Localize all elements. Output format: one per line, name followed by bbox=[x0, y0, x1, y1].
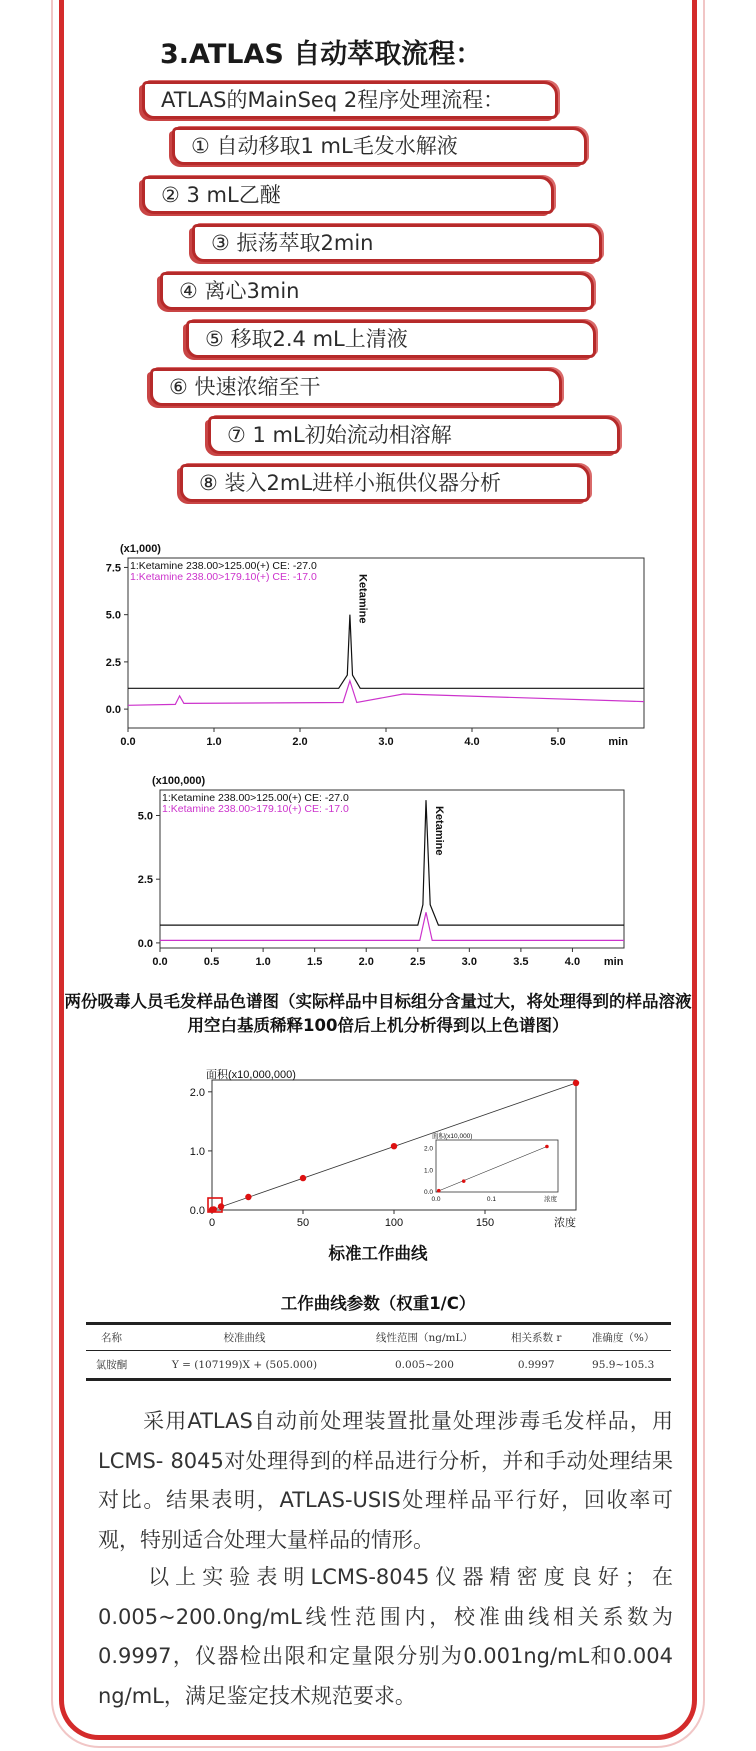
calibration-caption: 标准工作曲线 bbox=[328, 1244, 428, 1263]
table-header: 校准曲线 bbox=[137, 1324, 352, 1351]
inset-x-tick-label: 0.1 bbox=[486, 1196, 496, 1203]
y-multiplier-label: (x1,000) bbox=[120, 543, 161, 555]
x-tick-label: 0.0 bbox=[120, 736, 136, 748]
legend-entry-2: 1:Ketamine 238.00>179.10(+) CE: -17.0 bbox=[162, 803, 349, 815]
x-tick-label: 150 bbox=[475, 1217, 495, 1229]
y-multiplier-label: (x100,000) bbox=[152, 775, 206, 787]
y-tick-label: 5.0 bbox=[137, 810, 153, 823]
x-tick-label: min bbox=[608, 736, 628, 748]
series-line-2 bbox=[160, 912, 624, 940]
chromatogram-2 bbox=[110, 775, 670, 986]
data-point bbox=[300, 1175, 306, 1181]
inset-y-tick-label: 1.0 bbox=[423, 1167, 433, 1175]
y-tick-label: 2.5 bbox=[137, 874, 153, 887]
chromatogram-1 bbox=[105, 543, 670, 770]
x-tick-label: 3.5 bbox=[513, 956, 529, 968]
table-cell: 95.9~105.3 bbox=[575, 1351, 671, 1380]
data-point bbox=[573, 1080, 579, 1086]
x-axis-label: 浓度 bbox=[554, 1217, 576, 1229]
step-2: ② 3 mL乙醚 bbox=[142, 176, 554, 214]
table-header: 准确度（%） bbox=[575, 1324, 671, 1351]
table-cell: 0.005~200 bbox=[352, 1351, 497, 1380]
x-tick-label: 2.5 bbox=[410, 956, 426, 968]
y-axis-label: 面积(x10,000,000) bbox=[206, 1069, 296, 1081]
inset-x-tick-label: 0.0 bbox=[431, 1196, 441, 1203]
x-tick-label: 2.0 bbox=[358, 956, 374, 968]
data-point bbox=[245, 1194, 251, 1200]
inset-data-point bbox=[545, 1145, 549, 1149]
step-6: ⑥ 快速浓缩至干 bbox=[150, 368, 562, 406]
x-tick-label: 0.5 bbox=[203, 956, 220, 968]
step-header: ATLAS的MainSeq 2程序处理流程： bbox=[142, 81, 558, 119]
step-3: ③ 振荡萃取2min bbox=[192, 224, 602, 262]
x-tick-label: 5.0 bbox=[550, 736, 566, 748]
y-tick-label: 1.0 bbox=[189, 1145, 205, 1158]
y-tick-label: 0.0 bbox=[105, 704, 121, 717]
series-line-1 bbox=[160, 800, 624, 925]
x-tick-label: 1.5 bbox=[307, 956, 323, 968]
inset-y-tick-label: 2.0 bbox=[423, 1145, 433, 1153]
table-cell: 0.9997 bbox=[497, 1351, 575, 1380]
step-8: ⑧ 装入2mL进样小瓶供仪器分析 bbox=[180, 464, 590, 502]
legend-entry-1: 1:Ketamine 238.00>125.00(+) CE: -27.0 bbox=[130, 560, 317, 572]
table-cell: Y = (107199)X + (505.000) bbox=[137, 1351, 352, 1380]
legend-entry-1: 1:Ketamine 238.00>125.00(+) CE: -27.0 bbox=[162, 792, 349, 804]
y-tick-label: 7.5 bbox=[105, 562, 121, 575]
x-tick-label: 3.0 bbox=[378, 736, 394, 748]
inset-x-label: 浓度 bbox=[544, 1196, 557, 1203]
inset-y-tick-label: 0.0 bbox=[423, 1189, 433, 1196]
table-title: 工作曲线参数（权重1/C） bbox=[280, 1294, 476, 1313]
series-line-1 bbox=[128, 615, 644, 689]
y-tick-label: 2.5 bbox=[105, 656, 121, 669]
x-tick-label: 3.0 bbox=[461, 956, 477, 968]
inset-data-point bbox=[462, 1179, 466, 1183]
chromatogram-caption: 两份吸毒人员毛发样品色谱图（实际样品中目标组分含量过大，将处理得到的样品溶液用空白基质稀释100倍后上机分析得到以上色谱图） bbox=[64, 992, 692, 1035]
inset-y-label: 面积(x10,000) bbox=[432, 1133, 473, 1140]
step-7: ⑦ 1 mL初始流动相溶解 bbox=[208, 416, 620, 454]
step-4: ④ 离心3min bbox=[160, 272, 594, 310]
parameter-table bbox=[86, 1322, 671, 1381]
x-tick-label: 0.0 bbox=[152, 956, 168, 968]
plot-frame bbox=[128, 558, 644, 728]
peak-label: Ketamine bbox=[433, 806, 446, 856]
series-line-2 bbox=[128, 681, 644, 706]
y-tick-label: 0.0 bbox=[189, 1205, 205, 1217]
y-tick-label: 2.0 bbox=[189, 1086, 205, 1099]
x-tick-label: min bbox=[603, 956, 624, 968]
paragraph-1-text: 采用ATLAS自动前处理装置批量处理涉毒毛发样品，用LCMS- 8045对处理得到的样品进行分析，并和手动处理结果对比。结果表明，ATLAS-USIS处理样品平行好，回收率可观，特别适合处理大量样品的情形。 bbox=[98, 1409, 673, 1552]
x-tick-label: 100 bbox=[384, 1217, 404, 1229]
data-point bbox=[218, 1203, 224, 1209]
calibration-curve bbox=[180, 1068, 600, 1246]
data-point bbox=[391, 1143, 397, 1149]
table-header: 相关系数 r bbox=[497, 1324, 575, 1351]
y-tick-label: 0.0 bbox=[137, 937, 153, 950]
section-title: 3.ATLAS 自动萃取流程： bbox=[160, 39, 483, 70]
x-tick-label: 4.0 bbox=[564, 956, 581, 968]
x-tick-label: 1.0 bbox=[206, 736, 222, 748]
step-1: ① 自动移取1 mL毛发水解液 bbox=[172, 127, 587, 165]
x-tick-label: 4.0 bbox=[464, 736, 480, 748]
paragraph-2-text: 以上实验表明LCMS-8045仪器精密度良好；在0.005~200.0ng/mL线性范围内，校准曲线相关系数为0.9997，仪器检出限和定量限分别为0.001ng/mL和0.004 ng/mL，满足鉴定技术规范要求。 bbox=[98, 1565, 673, 1708]
table-header: 线性范围（ng/mL） bbox=[352, 1324, 497, 1351]
inset-data-point bbox=[437, 1189, 441, 1193]
x-tick-label: 0 bbox=[208, 1217, 216, 1229]
paragraph-1 bbox=[98, 1402, 673, 1560]
x-tick-label: 1.0 bbox=[255, 956, 271, 968]
x-tick-label: 50 bbox=[296, 1217, 310, 1229]
table-cell: 氯胺酮 bbox=[86, 1351, 137, 1380]
table-header: 名称 bbox=[86, 1324, 137, 1351]
paragraph-2 bbox=[98, 1558, 673, 1716]
legend-entry-2: 1:Ketamine 238.00>179.10(+) CE: -17.0 bbox=[130, 571, 317, 583]
step-5: ⑤ 移取2.4 mL上清液 bbox=[186, 320, 596, 358]
x-tick-label: 2.0 bbox=[292, 736, 308, 748]
peak-label: Ketamine bbox=[356, 574, 369, 624]
y-tick-label: 5.0 bbox=[105, 609, 121, 622]
table-row bbox=[86, 1351, 671, 1380]
